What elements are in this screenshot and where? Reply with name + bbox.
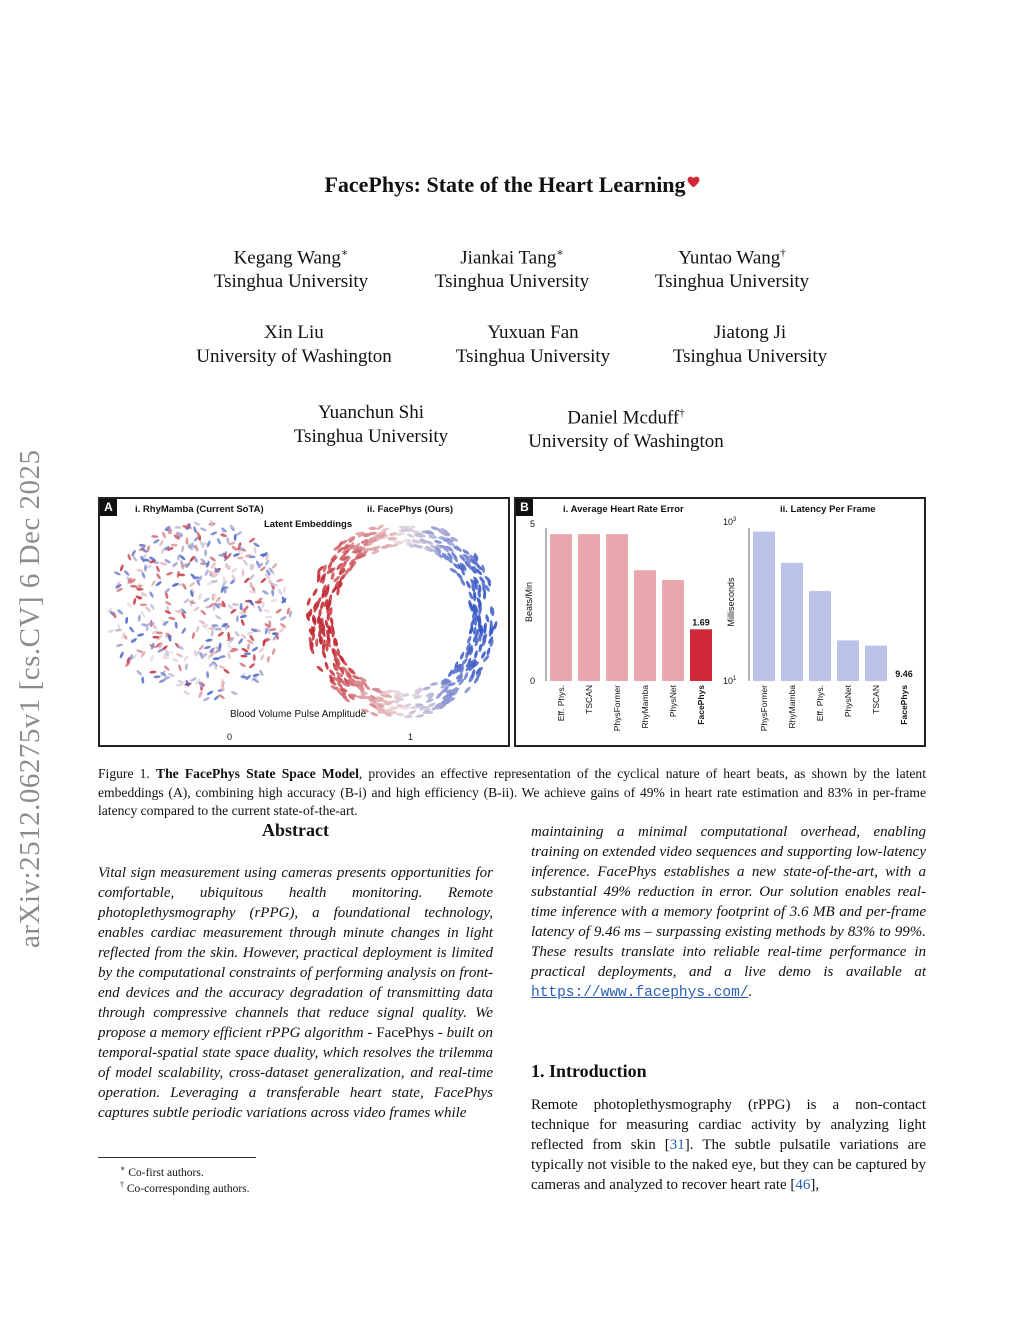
chart-1-title: i. Average Heart Rate Error xyxy=(563,504,684,515)
chart-1-bar xyxy=(578,534,600,681)
embedding-point xyxy=(242,559,248,567)
tick-exponent: 3 xyxy=(733,517,737,523)
chart-2-category-label: RhyMamba xyxy=(787,685,797,729)
embedding-point xyxy=(243,577,250,584)
abstract-body-left xyxy=(98,863,493,1123)
bar-charts xyxy=(516,499,924,745)
embedding-point xyxy=(262,589,270,595)
embedding-point xyxy=(189,581,196,588)
footnote-2 xyxy=(120,1177,250,1197)
embedding-point xyxy=(153,675,160,678)
chart-1-category-label: PhysFormer xyxy=(612,685,622,732)
author-7 xyxy=(261,401,481,449)
embedding-point xyxy=(271,648,276,656)
embedding-point xyxy=(160,561,168,566)
embedding-point xyxy=(119,651,125,659)
abstract-body-right xyxy=(531,822,926,1003)
embedding-point xyxy=(127,553,132,561)
embedding-point xyxy=(145,606,152,613)
embedding-point xyxy=(271,562,278,569)
author-4 xyxy=(184,321,404,369)
embedding-point xyxy=(151,535,158,538)
figure-caption xyxy=(98,765,926,821)
footnote-text: Co-corresponding authors. xyxy=(126,1182,250,1195)
embedding-point xyxy=(193,606,200,613)
embedding-point xyxy=(203,597,211,603)
embedding-point xyxy=(253,542,261,548)
embedding-point xyxy=(125,617,129,624)
chart-1-data-label: 1.69 xyxy=(692,617,710,628)
embedding-point xyxy=(150,655,155,663)
author-mark: † xyxy=(679,407,685,419)
embedding-point xyxy=(306,597,312,606)
author-mark: ∗ xyxy=(556,247,564,259)
embedding-point xyxy=(244,652,251,655)
embedding-point xyxy=(161,531,167,539)
author-name: Xin Liu xyxy=(264,322,324,343)
embedding-point xyxy=(183,654,189,662)
embedding-point xyxy=(152,636,159,639)
colorbar-max: 1 xyxy=(408,732,414,742)
embedding-point xyxy=(176,554,181,562)
citation-link[interactable]: 31 xyxy=(669,1137,685,1153)
embedding-point xyxy=(234,630,241,637)
embedding-point xyxy=(116,643,124,648)
embedding-point xyxy=(406,532,415,538)
embedding-point xyxy=(389,532,398,537)
embedding-point xyxy=(168,616,176,621)
embedding-point xyxy=(416,713,425,718)
embedding-point xyxy=(114,571,122,576)
paper-title-text: FacePhys: State of the Heart Learning xyxy=(324,172,686,197)
embedding-point xyxy=(141,676,144,683)
intro-text-2: ]. The subtle pulsatile variations are typically not visible to the naked eye, but they can be captured by cameras and analyzed to recover heart rate [ xyxy=(531,1137,926,1193)
intro-text-3: ], xyxy=(810,1177,820,1193)
intro-text-1: Remote photoplethysmography (rPPG) is a non-contact technique for measuring cardiac activity by analyzing light reflected from skin [ xyxy=(531,1097,926,1153)
abstract-url-end: . xyxy=(748,984,753,1000)
embedding-point xyxy=(248,599,255,606)
embedding-point xyxy=(198,644,205,651)
embedding-point xyxy=(434,539,443,544)
chart-1-bar xyxy=(606,534,628,681)
chart-2-data-label: 9.46 xyxy=(895,669,913,679)
chart-2-bar xyxy=(753,532,775,681)
embedding-point xyxy=(271,589,274,596)
author-affiliation: Tsinghua University xyxy=(213,271,369,293)
embedding-point xyxy=(149,603,155,610)
embedding-point xyxy=(435,691,443,699)
embedding-point xyxy=(207,653,213,661)
embedding-point xyxy=(209,556,216,562)
abstract-method-name: FacePhys xyxy=(376,1025,434,1041)
embedding-point xyxy=(473,650,478,659)
embedding-point xyxy=(191,632,196,640)
embedding-point xyxy=(283,586,287,594)
embedding-point xyxy=(226,537,230,545)
embedding-point xyxy=(232,603,239,607)
embedding-point xyxy=(171,544,178,547)
embedding-point xyxy=(227,652,232,660)
embedding-point xyxy=(485,614,490,623)
embedding-point xyxy=(237,638,244,645)
paper-title xyxy=(0,172,1024,198)
embedding-point xyxy=(231,567,238,573)
chart-2-category-label: FacePhys xyxy=(899,685,909,725)
colorbar-label: Blood Volume Pulse Amplitude xyxy=(230,709,367,720)
author-name: Yuntao Wang xyxy=(678,247,781,269)
embedding-point xyxy=(149,670,156,673)
embedding-point xyxy=(408,709,417,716)
tick-base: 10 xyxy=(723,517,734,527)
embedding-point xyxy=(248,662,255,669)
embedding-point xyxy=(132,598,136,606)
embedding-point xyxy=(270,598,278,603)
embedding-point xyxy=(119,564,124,572)
author-5 xyxy=(423,321,643,369)
abstract-text-2: - built on temporal-spatial state space duality, which resolves the trilemma of model scalability, cross-dataset generalization, and real-time operation. Leveraging a transferable heart state, FacePhys captures subtle periodic variations across video frames while xyxy=(98,1025,493,1121)
embedding-point xyxy=(459,578,466,587)
author-mark: ∗ xyxy=(340,247,349,259)
embedding-point xyxy=(181,583,187,591)
embedding-point xyxy=(184,663,188,670)
chart-1-bar xyxy=(550,534,572,681)
embedding-point xyxy=(237,557,244,560)
author-2 xyxy=(407,241,617,294)
author-name: Jiankai Tang xyxy=(460,247,557,269)
author-name: Kegang Wang xyxy=(233,247,341,269)
chart-1-bar xyxy=(690,629,712,681)
embedding-point xyxy=(263,609,271,614)
embedding-point xyxy=(178,664,183,672)
embedding-point xyxy=(265,616,272,619)
chart-2-category-label: PhysFormer xyxy=(759,685,769,732)
footnote-text: Co-first authors. xyxy=(128,1166,204,1179)
embedding-point xyxy=(141,571,146,579)
embedding-point xyxy=(140,603,147,606)
chart-2-bar xyxy=(865,646,887,681)
embedding-point xyxy=(260,653,266,661)
embedding-point xyxy=(115,628,122,632)
author-mark: † xyxy=(780,247,786,259)
embedding-point xyxy=(463,686,471,694)
embedding-point xyxy=(253,654,256,661)
embedding-point xyxy=(259,669,265,677)
embedding-point xyxy=(137,614,141,621)
introduction-heading: 1. Introduction xyxy=(531,1061,647,1081)
chart-1-ytick-max: 5 xyxy=(530,519,536,529)
embedding-point xyxy=(248,574,255,581)
embedding-point xyxy=(193,649,198,657)
author-affiliation: Tsinghua University xyxy=(434,271,590,293)
embedding-point xyxy=(275,608,282,614)
embedding-point xyxy=(241,569,244,576)
embedding-point xyxy=(217,631,225,637)
tick-base: 10 xyxy=(723,676,734,686)
embedding-point xyxy=(214,614,222,620)
embedding-point xyxy=(258,647,266,653)
embedding-point xyxy=(200,609,207,616)
embedding-point xyxy=(155,565,160,573)
embedding-point xyxy=(486,647,491,656)
latent-embeddings-label: Latent Embeddings xyxy=(264,519,353,530)
embedding-point xyxy=(315,638,319,647)
caption-text: , provides an effective representation of the cyclical nature of heart beats, as shown by the latent embeddings (A), combining high accuracy (B-i) and high efficiency (B-ii). We achieve gains of 49% in heart rate estimation and 83% in per-frame latency compared to the current state-of-the-art. xyxy=(98,766,926,819)
embedding-point xyxy=(278,626,285,633)
chart-1-category-label: RhyMamba xyxy=(640,685,650,729)
scatter-points xyxy=(106,519,498,718)
embedding-point xyxy=(128,626,135,633)
chart-1-category-label: FacePhys xyxy=(696,685,706,725)
embedding-point xyxy=(248,537,256,543)
embedding-point xyxy=(276,578,284,583)
embedding-point xyxy=(137,633,145,638)
chart-2-bar xyxy=(781,563,803,681)
embedding-point xyxy=(204,549,207,556)
chart-1-category-label: TSCAN xyxy=(584,685,594,714)
embedding-point xyxy=(243,605,250,612)
embedding-point xyxy=(198,593,203,601)
author-affiliation: Tsinghua University xyxy=(293,426,449,447)
embedding-point xyxy=(324,661,329,670)
author-3 xyxy=(627,241,837,294)
embedding-point xyxy=(422,686,431,692)
embedding-point xyxy=(248,591,255,594)
embedding-point xyxy=(490,606,493,614)
embedding-point xyxy=(174,621,178,628)
embedding-point xyxy=(174,526,181,529)
embedding-point xyxy=(198,691,203,699)
embedding-point xyxy=(205,638,213,642)
embedding-point xyxy=(136,669,143,676)
footnote-rule xyxy=(98,1157,256,1158)
embedding-point xyxy=(153,538,161,544)
embedding-point xyxy=(465,580,472,589)
embedding-point xyxy=(449,567,458,574)
embedding-point xyxy=(206,671,209,678)
caption-prefix: Figure 1. xyxy=(98,766,157,781)
embedding-point xyxy=(204,569,209,577)
embedding-point xyxy=(126,601,133,608)
embedding-point xyxy=(246,631,254,635)
author-name: Jiatong Ji xyxy=(713,322,787,343)
embedding-point xyxy=(116,608,123,615)
author-affiliation: University of Washington xyxy=(196,346,392,367)
panel-letter: A xyxy=(100,499,117,516)
embedding-point xyxy=(277,588,283,596)
embedding-point xyxy=(198,619,206,624)
embedding-point xyxy=(210,531,218,536)
chart-1-category-label: Eff. Phys. xyxy=(556,685,566,722)
embedding-point xyxy=(175,684,182,687)
embedding-point xyxy=(199,527,207,533)
embedding-point xyxy=(251,646,259,652)
embedding-point xyxy=(279,615,287,621)
arxiv-stamp: arXiv:2512.06275v1 [cs.CV] 6 Dec 2025 xyxy=(14,449,46,948)
author-affiliation: Tsinghua University xyxy=(672,346,828,367)
embedding-point xyxy=(368,527,376,530)
embedding-point xyxy=(404,715,413,719)
embedding-point xyxy=(195,625,201,633)
embedding-point xyxy=(247,643,250,650)
embedding-point xyxy=(260,577,267,584)
embedding-point xyxy=(150,579,156,587)
embedding-point xyxy=(213,694,220,701)
embedding-point xyxy=(171,561,178,568)
caption-bold: The FacePhys State Space Model xyxy=(156,766,359,781)
colorbar-min: 0 xyxy=(227,732,233,742)
embedding-point xyxy=(216,537,222,545)
embedding-point xyxy=(132,555,139,562)
embedding-point xyxy=(253,546,258,554)
embedding-point xyxy=(163,665,170,672)
chart-1-ytick-min: 0 xyxy=(530,676,536,686)
embedding-point xyxy=(130,585,137,588)
chart-2-ylabel: Milliseconds xyxy=(726,577,736,627)
embedding-point xyxy=(232,552,240,557)
embedding-point xyxy=(107,629,115,634)
embedding-point xyxy=(430,682,439,687)
chart-2-bar xyxy=(837,640,859,681)
chart-1-category-label: PhysNet xyxy=(668,685,678,718)
chart-2-title: ii. Latency Per Frame xyxy=(780,504,876,515)
embedding-point xyxy=(396,531,405,536)
embedding-point xyxy=(211,624,218,627)
embedding-point xyxy=(176,652,184,658)
heart-icon xyxy=(687,168,700,194)
citation-link[interactable]: 46 xyxy=(795,1177,811,1193)
embedding-point xyxy=(164,600,172,606)
embedding-point xyxy=(164,587,171,594)
embedding-point xyxy=(166,571,174,576)
embedding-point xyxy=(180,545,184,553)
embedding-point xyxy=(240,619,245,627)
embedding-point xyxy=(459,651,465,660)
demo-link[interactable]: https://www.facephys.com/ xyxy=(531,985,749,1001)
embedding-point xyxy=(172,657,180,663)
author-1 xyxy=(186,241,396,294)
abstract-heading: Abstract xyxy=(262,820,329,840)
embedding-point xyxy=(149,591,155,599)
embedding-point xyxy=(312,588,319,597)
author-6 xyxy=(640,321,860,369)
embedding-point xyxy=(155,580,162,586)
author-affiliation: University of Washington xyxy=(528,431,724,453)
author-affiliation: Tsinghua University xyxy=(455,346,611,367)
panel-a-left-title: i. RhyMamba (Current SoTA) xyxy=(135,504,264,515)
embedding-point xyxy=(226,642,232,650)
chart-1-bar xyxy=(634,570,656,681)
author-8 xyxy=(511,401,741,454)
chart-2-category-label: Eff. Phys. xyxy=(815,685,825,722)
chart-1-bar xyxy=(662,580,684,681)
embedding-point xyxy=(155,573,161,581)
abstract-text-3: maintaining a minimal computational overhead, enabling training on extended video sequences and supporting low-latency inference. FacePhys establishes a new state-of-the-art, with a substantial 49% reduction in error. Our solution enables real-time inference with a memory footprint of 3.6 MB and per-frame latency of 9.46 ms – surpassing existing methods by 83% to 99%. These results translate into reliable real-time performance in practical deployments, and a live demo is available at xyxy=(531,824,926,980)
chart-2-category-label: TSCAN xyxy=(871,685,881,714)
embedding-point xyxy=(210,629,214,637)
footnote-mark: ∗ xyxy=(120,1164,126,1173)
embedding-point xyxy=(203,696,211,702)
chart-2-category-label: PhysNet xyxy=(843,685,853,718)
author-name: Yuanchun Shi xyxy=(317,402,425,423)
embedding-point xyxy=(144,564,147,571)
author-affiliation: Tsinghua University xyxy=(654,271,810,293)
figure-panel-b xyxy=(514,497,926,747)
embedding-point xyxy=(230,690,238,695)
tick-exponent: 1 xyxy=(733,676,737,682)
embedding-point xyxy=(139,544,147,548)
embedding-point xyxy=(181,627,187,635)
embedding-point xyxy=(204,645,212,650)
abstract-text-1: Vital sign measurement using cameras presents opportunities for comfortable, ubiquitous health monitoring. Remote photoplethysmography (rPPG), a foundational technology, enables cardiac measurement through minute changes in light reflected from the skin. However, practical deployment is limited by the computational constraints of performing analysis on front-end devices and the accuracy degradation of transmitting data through compressive channels that reduce signal quality. We propose a memory efficient rPPG algorithm - xyxy=(98,865,493,1041)
figure-panel-a xyxy=(98,497,510,747)
embedding-point xyxy=(264,559,270,567)
embedding-point xyxy=(183,690,191,696)
embedding-point xyxy=(123,569,130,576)
embedding-point xyxy=(236,615,239,622)
author-name: Daniel Mcduff xyxy=(567,407,680,429)
embedding-point xyxy=(403,539,411,542)
footnote-mark: † xyxy=(120,1180,124,1189)
embedding-point xyxy=(206,690,214,696)
embedding-point xyxy=(193,521,201,527)
embedding-point xyxy=(329,617,334,626)
panel-letter: B xyxy=(516,499,533,516)
embedding-point xyxy=(239,662,247,668)
chart-1-ylabel: Beats/Min xyxy=(524,581,534,623)
introduction-body xyxy=(531,1095,926,1195)
embedding-point xyxy=(466,635,472,644)
embedding-point xyxy=(316,665,324,673)
embedding-point xyxy=(266,656,270,664)
chart-2-bar xyxy=(809,591,831,681)
panel-a-right-title: ii. FacePhys (Ours) xyxy=(367,504,454,515)
author-name: Yuxuan Fan xyxy=(487,322,579,343)
